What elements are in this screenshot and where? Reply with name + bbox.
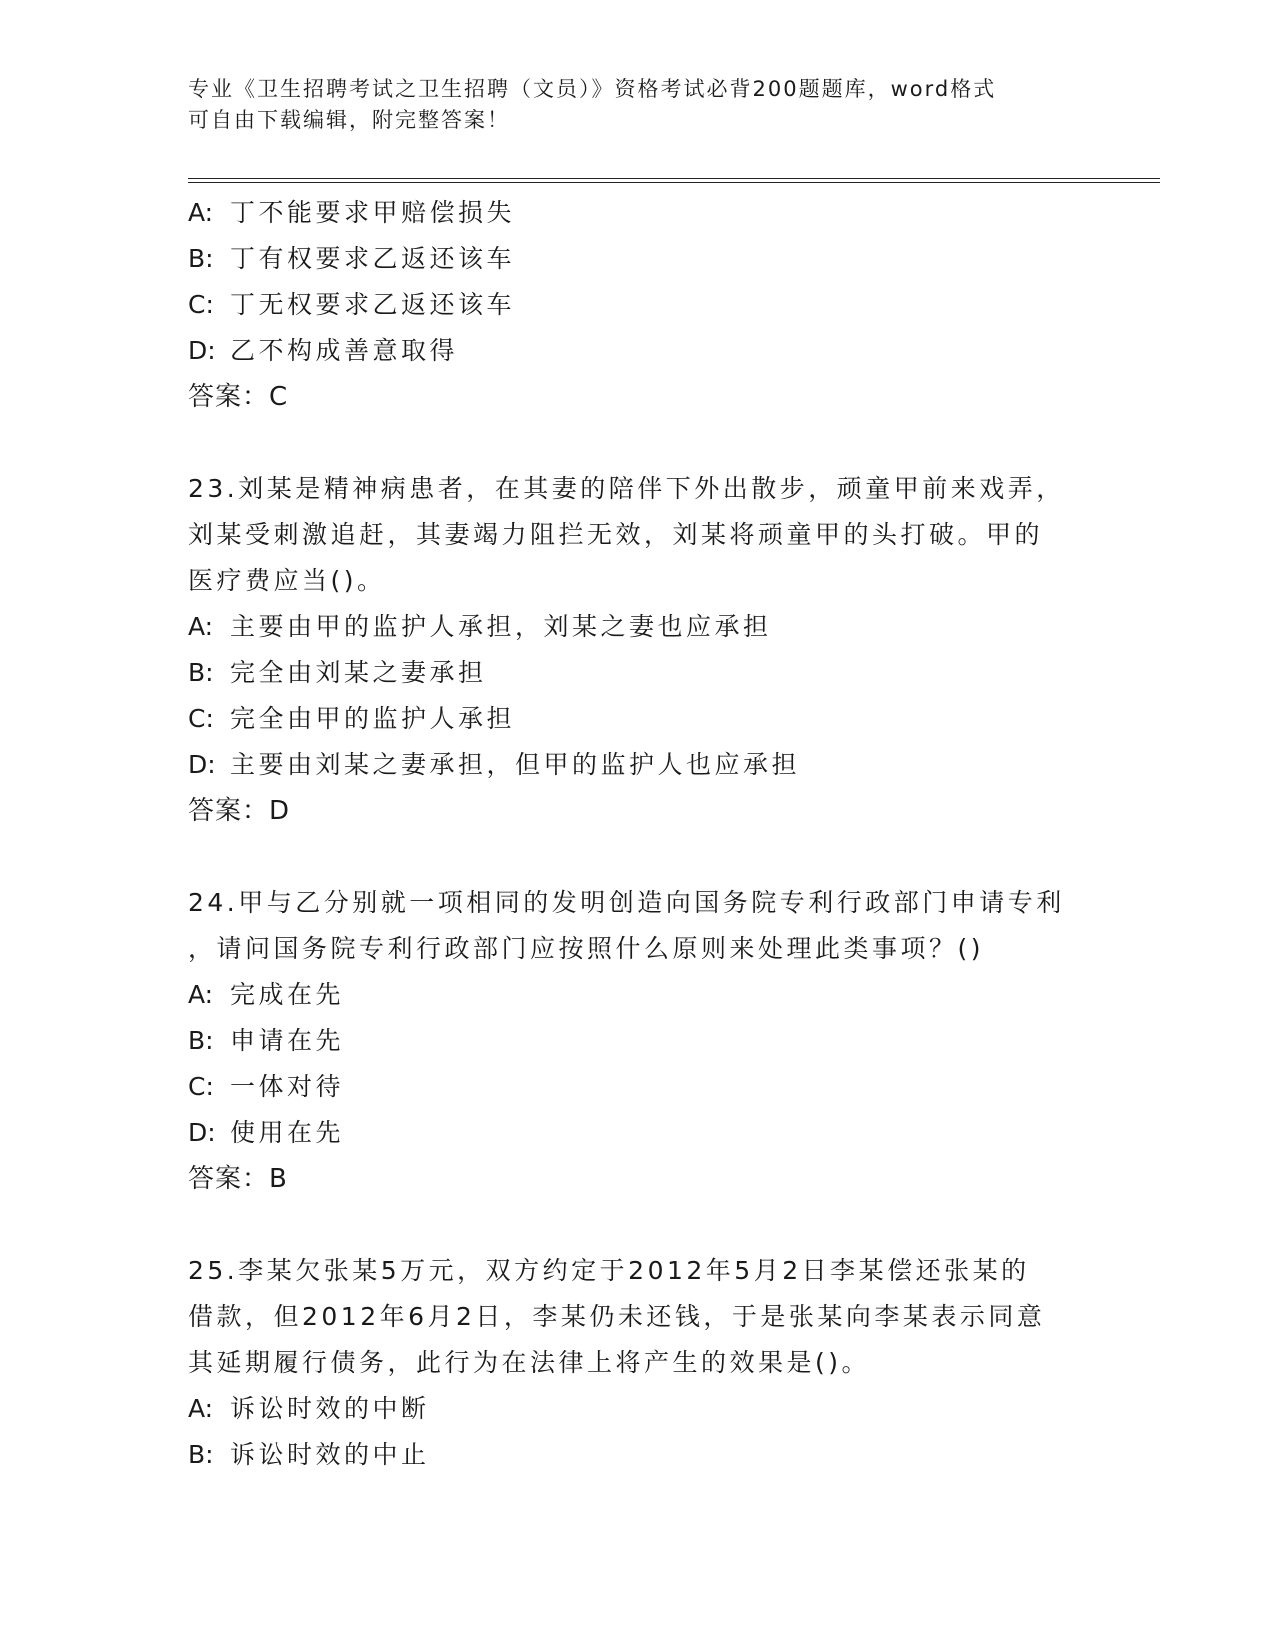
question-stem-line: 借款，但2012年6月2日，李某仍未还钱，于是张某向李某表示同意 [188,1302,1046,1331]
option-b: B: 完全由刘某之妻承担 [188,658,487,687]
document-header [188,74,1068,136]
question-stem-line: 23.刘某是精神病患者，在其妻的陪伴下外出散步，顽童甲前来戏弄， [188,474,1065,503]
question-stem-line: 医疗费应当()。 [188,566,386,595]
option-a: A: 主要由甲的监护人承担，刘某之妻也应承担 [188,612,772,641]
option-c: C: 丁无权要求乙返还该车 [188,290,516,319]
header-title-line-2: 可自由下载编辑，附完整答案！ [188,108,510,132]
question-22 [188,190,1088,420]
answer: 答案：D [188,796,291,826]
option-c: C: 完全由甲的监护人承担 [188,704,516,733]
option-d: D: 主要由刘某之妻承担，但甲的监护人也应承担 [188,750,801,779]
question-stem-line: 刘某受刺激追赶，其妻竭力阻拦无效，刘某将顽童甲的头打破。甲的 [188,520,1044,549]
question-23 [188,466,1088,834]
option-c: C: 一体对待 [188,1072,345,1101]
question-stem-line: 24.甲与乙分别就一项相同的发明创造向国务院专利行政部门申请专利 [188,888,1065,917]
option-a: A: 诉讼时效的中断 [188,1394,430,1423]
question-24 [188,880,1088,1202]
question-25 [188,1248,1088,1478]
question-stem-line: 其延期履行债务，此行为在法律上将产生的效果是()。 [188,1348,871,1377]
answer: 答案：B [188,1164,288,1194]
question-list [188,190,1088,1478]
header-title-line-1: 专业《卫生招聘考试之卫生招聘（文员）》资格考试必背200题题库，word格式 [188,77,997,101]
option-a: A: 完成在先 [188,980,345,1009]
answer: 答案：C [188,382,289,412]
option-b: B: 申请在先 [188,1026,345,1055]
option-d: D: 乙不构成善意取得 [188,336,459,365]
header-divider [188,178,1160,184]
option-b: B: 丁有权要求乙返还该车 [188,244,516,273]
question-stem-line: 25.李某欠张某5万元，双方约定于2012年5月2日李某偿还张某的 [188,1256,1030,1285]
question-stem-line: ，请问国务院专利行政部门应按照什么原则来处理此类事项？() [188,934,985,963]
option-b: B: 诉讼时效的中止 [188,1440,430,1469]
option-a: A: 丁不能要求甲赔偿损失 [188,198,516,227]
option-d: D: 使用在先 [188,1118,345,1147]
